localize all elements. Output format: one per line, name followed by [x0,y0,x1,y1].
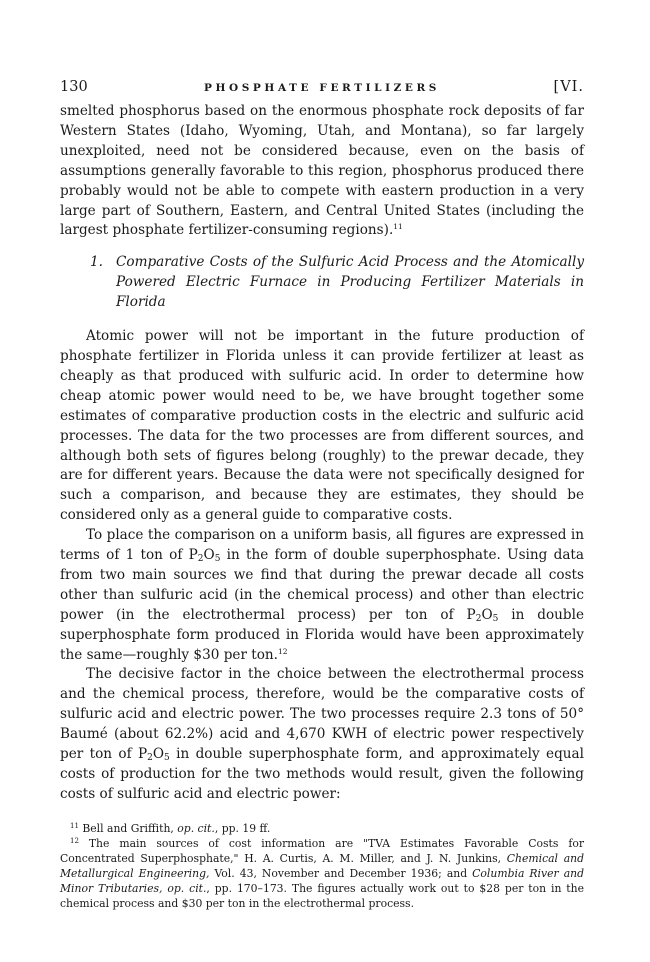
footnote-text: Bell and Griffith, [82,821,178,835]
text-run: O [203,547,215,564]
footnote-mark: 11 [70,821,79,830]
paragraph-decisive-factor [60,665,584,804]
running-title: PHOSPHATE FERTILIZERS [203,82,440,94]
footnote-text: The main sources of cost information are "TVA Estimates Favorable Costs for Concentrated Superphosphate," H. A. Curtis, A. M. Miller, and J. N. Junkins, [60,836,584,865]
footnote-text: Vol. 43, November and December 1936; and [209,866,473,880]
section-marker: [VI. [553,79,584,95]
subsection-heading [90,253,584,313]
footnote-ref-12: 12 [278,646,288,656]
text-run: O [152,746,165,763]
book-page [60,76,584,911]
footnote-text: , pp. 19 ff. [214,821,271,835]
footnotes [60,821,584,911]
footnote-citation: op. cit. [177,821,215,835]
paragraph-uniform-basis [60,526,584,665]
paragraph-atomic-power: Atomic power will not be important in the future production of phosphate fertilizer in Florida unless it can provide fertilizer at least as cheaply as that produced with sulfuric acid. In order to determine how cheap atomic power would need to be, we have brought together some estimates of comparative production costs in the electric and sulfuric acid processes. The data for the two processes are from different sources, and although both sets of figures belong (roughly) to the prewar decade, they are for different years. Because the data were not specifically designed for such a comparison, and because they are estimates, they should be considered only as a general guide to comparative costs. [60,328,584,524]
text-run: in double superphosphate form, and approximately equal costs of production for the two methods would result, given the following costs of sulfuric acid and electric power: [60,746,584,802]
page-number: 130 [60,79,88,95]
subscript: 5 [214,554,221,565]
running-header [60,76,584,98]
subscript: 5 [492,613,499,624]
subscript: 5 [164,753,170,764]
text-run: To place the comparison on a uniform basis, all figures are expressed in terms of 1 ton of P [60,527,584,564]
text-run: The decisive factor in the choice between the electrothermal process and the chemical process, therefore, would be the comparative costs of sulfuric acid and electric power. The two processes require 2.3 tons of 50° Baumé (about 62.2%) acid and 4,670 KWH of electric power respectively per ton of P [60,666,584,763]
subsection-number: 1. [90,254,103,271]
paragraph-continuation [60,102,584,241]
subscript: 2 [197,554,204,565]
main-text [60,102,584,805]
subsection-title: Comparative Costs of the Sulfuric Acid Process and the Atomically Powered Electric Furnace in Producing Fertilizer Materials in Florida [116,254,584,311]
footnote-citation: Columbia River and Minor Tributaries, op. cit. [60,866,584,895]
text-run: in the form of double superphosphate. Using data from two main sources we find that during the prewar decade all costs other than sulfuric acid (in the chemical process) and other than electric power (in the electrothermal process) per ton of P [60,547,584,623]
footnote-11 [60,821,584,836]
footnote-12 [60,836,584,911]
footnote-ref-11: 11 [393,222,403,232]
subscript: 2 [147,753,153,764]
paragraph-text: smelted phosphorus based on the enormous phosphate rock deposits of far Western States (Idaho, Wyoming, Utah, and Montana), so far largely unexploited, need not be considered because, even on the basis of assumptions generally favorable to this region, phosphorus produced there probably would not be able to compete with eastern production in a very large part of Southern, Eastern, and Central United States (including the largest phosphate fertilizer-consuming regions). [60,103,584,239]
footnote-citation: Chemical and Metallurgical Engineering, [60,851,585,880]
footnote-mark: 12 [70,836,79,845]
text-run: in double superphosphate form produced in Florida would have been approximately the same—roughly $30 per ton. [60,606,585,663]
text-run: O [481,606,493,623]
subscript: 2 [475,613,482,624]
footnote-text: , pp. 170–173. The figures actually work out to $28 per ton in the chemical process and $30 per ton in the electrothermal process. [60,881,584,910]
